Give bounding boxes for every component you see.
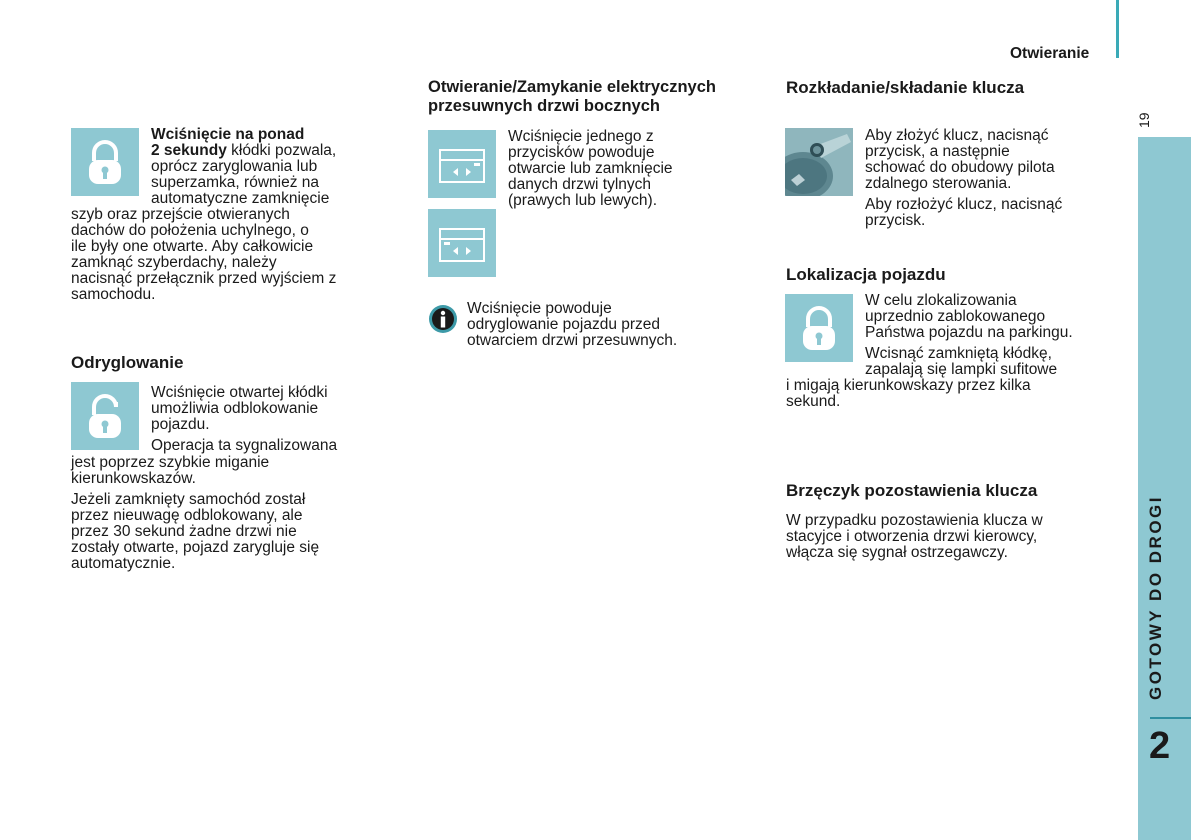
unlock-line-3: pojazdu. <box>151 416 210 433</box>
info-text <box>467 301 677 349</box>
lock-line-4: superzamka, również na <box>151 174 319 191</box>
lock-line-2-rest: kłódki pozwala, <box>226 142 337 159</box>
lock-line-9: zamknąć szyberdachy, należy <box>71 254 277 271</box>
key-heading: Rozkładanie/składanie klucza <box>786 78 1025 97</box>
unlock-line-7: Jeżeli zamknięty samochód został <box>71 491 306 508</box>
sliding-door-right-icon <box>428 130 496 198</box>
lock-text-rest <box>71 207 336 303</box>
lock-line-5: automatyczne zamknięcie <box>151 190 330 207</box>
unlock-heading: Odryglowanie <box>71 353 184 372</box>
sliding-doors-heading <box>428 78 716 116</box>
key-text <box>865 128 1062 229</box>
locate-line-1: W celu zlokalizowania <box>865 292 1017 309</box>
buzzer-line-2: stacyjce i otworzenia drzwi kierowcy, <box>786 528 1038 545</box>
lock-line-3: oprócz zaryglowania lub <box>151 158 318 175</box>
folding-key-icon <box>785 128 853 196</box>
unlock-text-first <box>151 385 337 454</box>
locate-text-rest <box>786 378 1031 410</box>
locate-line-2: uprzednio zablokowanego <box>865 308 1046 325</box>
chapter-title: GOTOWY DO DROGI <box>1146 495 1165 700</box>
info-line-1: Wciśnięcie powoduje <box>467 300 612 317</box>
lock-text-first <box>151 127 336 207</box>
unlock-line-8: przez nieuwagę odblokowany, ale <box>71 507 303 524</box>
lock-line-10: nacisnąć przełącznik przed wyjściem z <box>71 270 337 287</box>
sliding-door-left-icon <box>428 209 496 277</box>
unlock-text-rest <box>71 455 319 572</box>
locate-line-5: zapalają się lampki sufitowe <box>865 361 1058 378</box>
key-line-4: zdalnego sterowania. <box>865 175 1012 192</box>
locate-line-7: sekund. <box>786 393 841 410</box>
buzzer-line-3: włącza się sygnał ostrzegawczy. <box>786 544 1008 561</box>
unlock-line-1: Wciśnięcie otwartej kłódki <box>151 384 328 401</box>
locate-line-3: Państwa pojazdu na parkingu. <box>865 324 1073 341</box>
locate-line-4: Wcisnąć zamkniętą kłódkę, <box>865 345 1052 362</box>
info-line-3: otwarciem drzwi przesuwnych. <box>467 332 678 349</box>
unlock-line-10: zostały otwarte, pojazd zarygluje się <box>71 539 320 556</box>
chapter-divider <box>1150 717 1191 719</box>
key-line-2: przycisk, a następnie <box>865 143 1010 160</box>
info-icon <box>428 304 458 334</box>
unlock-line-5: jest poprzez szybkie miganie <box>71 454 270 471</box>
locate-padlock-icon <box>785 294 853 362</box>
chapter-number: 2 <box>1149 725 1171 767</box>
header-accent-line <box>1116 0 1119 58</box>
info-line-2: odryglowanie pojazdu przed <box>467 316 661 333</box>
door-line-3: otwarcie lub zamknięcie <box>508 160 673 177</box>
lock-line-1: Wciśnięcie na ponad <box>151 126 305 143</box>
lock-line-8: ile były one otwarte. Aby całkowicie <box>71 238 314 255</box>
sliding-doors-text <box>508 129 673 209</box>
locate-text-first <box>865 293 1073 378</box>
buzzer-heading: Brzęczyk pozostawienia klucza <box>786 481 1038 500</box>
key-line-3: schować do obudowy pilota <box>865 159 1055 176</box>
key-line-1: Aby złożyć klucz, nacisnąć <box>865 127 1049 144</box>
locate-line-6: i migają kierunkowskazy przez kilka <box>786 377 1031 394</box>
unlocked-padlock-icon <box>71 382 139 450</box>
door-line-1: Wciśnięcie jednego z <box>508 128 654 145</box>
buzzer-line-1: W przypadku pozostawienia klucza w <box>786 512 1043 529</box>
unlock-line-4: Operacja ta sygnalizowana <box>151 437 338 454</box>
unlock-line-11: automatycznie. <box>71 555 176 572</box>
locate-heading: Lokalizacja pojazdu <box>786 265 946 284</box>
sliding-doors-heading-line-1: Otwieranie/Zamykanie elektrycznych <box>428 78 716 96</box>
door-line-4: danych drzwi tylnych <box>508 176 652 193</box>
unlock-line-9: przez 30 sekund żadne drzwi nie <box>71 523 297 540</box>
unlock-line-2: umożliwia odblokowanie <box>151 400 319 417</box>
sliding-doors-heading-line-2: przesuwnych drzwi bocznych <box>428 97 660 115</box>
key-line-5: Aby rozłożyć klucz, nacisnąć <box>865 196 1063 213</box>
lock-line-6: szyb oraz przejście otwieranych <box>71 206 290 223</box>
lock-line-11: samochodu. <box>71 286 156 303</box>
page-number: 19 <box>1136 112 1152 128</box>
door-line-5: (prawych lub lewych). <box>508 192 658 209</box>
door-line-2: przycisków powoduje <box>508 144 655 161</box>
key-line-6: przycisk. <box>865 212 926 229</box>
locked-padlock-icon <box>71 128 139 196</box>
section-title: Otwieranie <box>1010 45 1090 62</box>
unlock-line-6: kierunkowskazów. <box>71 470 196 487</box>
buzzer-text <box>786 513 1043 561</box>
lock-line-7: dachów do położenia uchylnego, o <box>71 222 309 239</box>
lock-line-2-bold: 2 sekundy <box>151 142 227 159</box>
